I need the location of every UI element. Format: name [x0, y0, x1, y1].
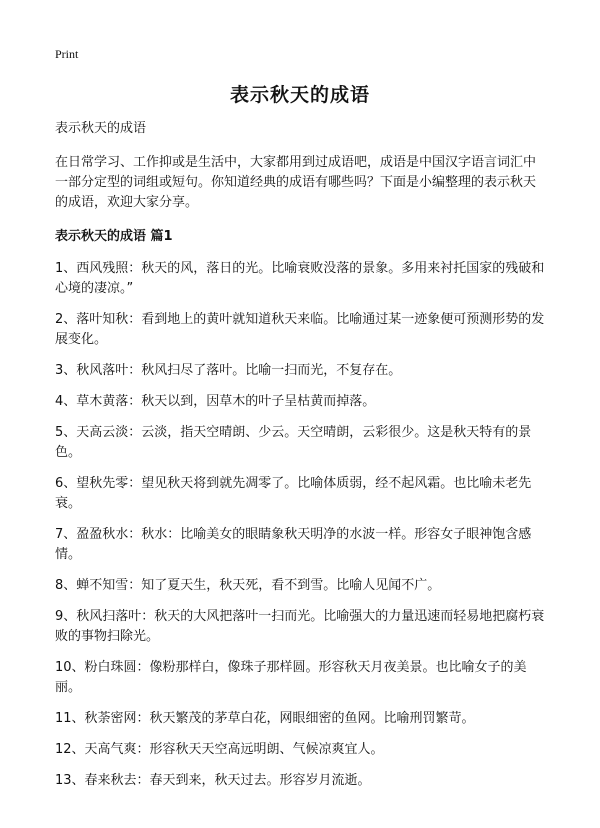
idiom-item-8: 8、蝉不知雪：知了夏天生，秋天死，看不到雪。比喻人见闻不广。 — [55, 578, 441, 593]
idiom-item-4: 4、草木黄落：秋天以到，因草木的叶子呈枯黄而掉落。 — [55, 394, 376, 409]
idiom-item-5: 5、天高云淡：云淡，指天空晴朗、少云。天空晴朗，云彩很少。这是秋天特有的景色。 — [55, 425, 532, 460]
idiom-item-1: 1、西风残照：秋天的风，落日的光。比喻衰败没落的景象。多用来衬托国家的残破和心境的凄凉。” — [55, 261, 545, 296]
idiom-item-12: 12、天高气爽：形容秋天天空高远明朗、气候凉爽宜人。 — [55, 742, 384, 757]
idiom-item-11: 11、秋荼密网：秋天繁茂的茅草白花，网眼细密的鱼网。比喻刑罚繁苛。 — [55, 711, 475, 726]
idiom-item-3: 3、秋风落叶：秋风扫尽了落叶。比喻一扫而光，不复存在。 — [55, 363, 402, 378]
intro-paragraph: 在日常学习、工作抑或是生活中，大家都用到过成语吧，成语是中国汉字语言词汇中一部分定型的词组或短句。你知道经典的成语有哪些吗？下面是小编整理的表示秋天的成语，欢迎大家分享。 — [55, 155, 537, 210]
article-body — [55, 120, 545, 802]
idiom-item-10: 10、粉白珠圆：像粉那样白，像珠子那样圆。形容秋天月夜美景。也比喻女子的美丽。 — [55, 660, 527, 695]
idiom-item-13: 13、春来秋去：春天到来，秋天过去。形容岁月流逝。 — [55, 773, 371, 788]
idiom-item-2: 2、落叶知秋：看到地上的黄叶就知道秋天来临。比喻通过某一迹象便可预测形势的发展变化。 — [55, 312, 545, 347]
idiom-item-9: 9、秋风扫落叶：秋天的大风把落叶一扫而光。比喻强大的力量迅速而轻易地把腐朽衰败的事物扫除光。 — [55, 609, 545, 644]
article-subtitle: 表示秋天的成语 — [55, 121, 147, 136]
idiom-item-6: 6、望秋先零：望见秋天将到就先凋零了。比喻体质弱，经不起风霜。也比喻未老先衰。 — [55, 476, 532, 511]
print-link[interactable]: Print — [55, 47, 79, 61]
page-title: 表示秋天的成语 — [229, 84, 370, 106]
idiom-item-7: 7、盈盈秋水：秋水：比喻美女的眼睛象秋天明净的水波一样。形容女子眼神饱含感情。 — [55, 527, 532, 562]
section-heading: 表示秋天的成语 篇1 — [55, 229, 173, 244]
